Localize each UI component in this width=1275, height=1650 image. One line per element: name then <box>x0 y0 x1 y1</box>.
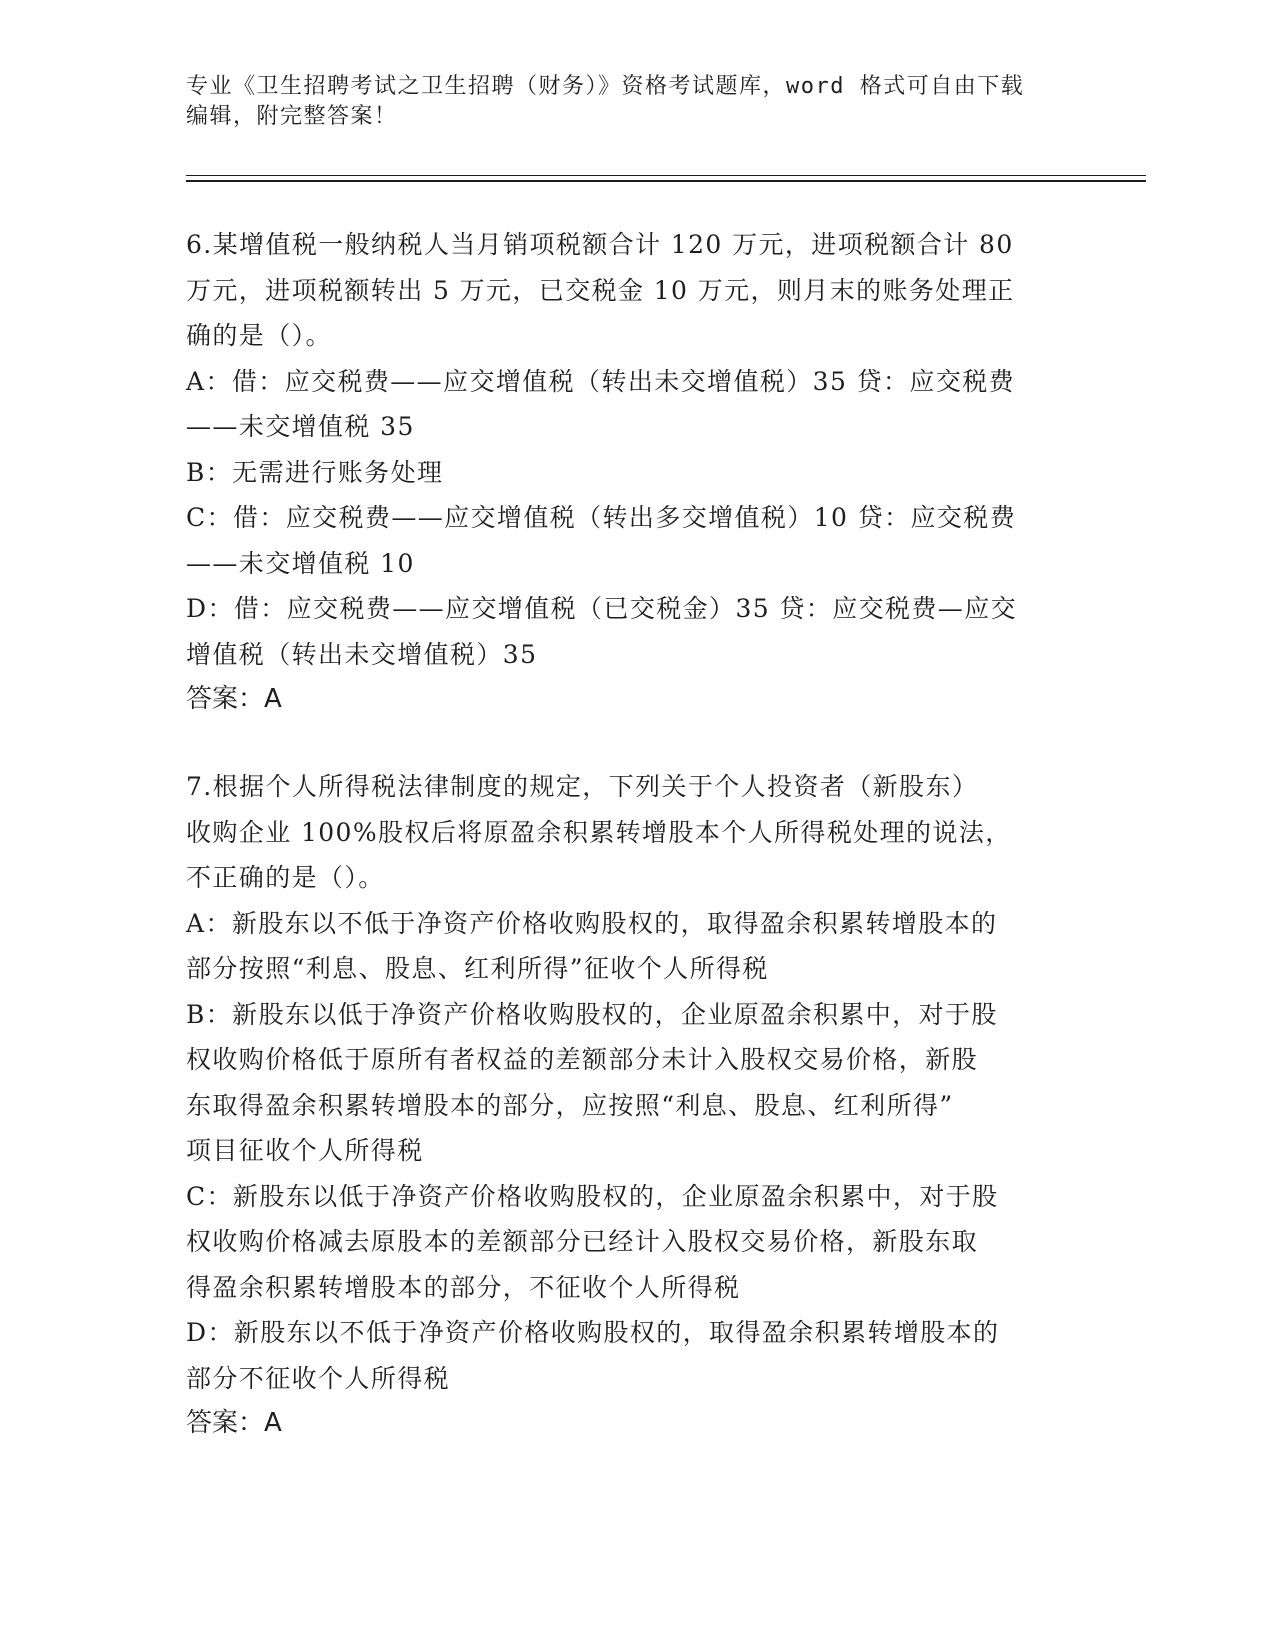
question-6-answer: 答案：A <box>186 684 282 714</box>
option-a-line: 部分按照“利息、股息、红利所得”征收个人所得税 <box>186 954 769 983</box>
question-6-line: 万元，进项税额转出 5 万元，已交税金 10 万元，则月末的账务处理正 <box>186 275 1015 305</box>
question-7 <box>186 764 1076 1447</box>
option-b-line: 项目征收个人所得税 <box>186 1136 424 1165</box>
option-d-line: 增值税（转出未交增值税）35 <box>186 639 538 669</box>
option-b-line: 东取得盈余积累转增股本的部分，应按照“利息、股息、红利所得” <box>186 1090 954 1120</box>
option-c-line: 权收购价格减去原股本的差额部分已经计入股权交易价格，新股东取 <box>186 1227 979 1256</box>
question-6-line: 6.某增值税一般纳税人当月销项税额合计 120 万元，进项税额合计 80 <box>186 230 1014 259</box>
header-line-1: 专业《卫生招聘考试之卫生招聘（财务）》资格考试题库，word 格式可自由下载 <box>186 74 1025 99</box>
option-a-line: ——未交增值税 35 <box>186 412 415 441</box>
header-divider-thick <box>186 180 1146 182</box>
option-d-line: D：新股东以不低于净资产价格收购股权的，取得盈余积累转增股本的 <box>186 1318 1000 1347</box>
option-a-line: A：借：应交税费——应交增值税（转出未交增值税）35 贷：应交税费 <box>186 366 1016 396</box>
option-d-line: D：借：应交税费——应交增值税（已交税金）35 贷：应交税费—应交 <box>186 594 1018 623</box>
option-a-line: A：新股东以不低于净资产价格收购股权的，取得盈余积累转增股本的 <box>186 908 998 938</box>
question-7-line: 7.根据个人所得税法律制度的规定，下列关于个人投资者（新股东） <box>186 772 979 801</box>
option-c-line: ——未交增值税 10 <box>186 548 415 578</box>
option-b-line: 权收购价格低于原所有者权益的差额部分未计入股权交易价格，新股 <box>186 1045 979 1074</box>
option-c-line: C：借：应交税费——应交增值税（转出多交增值税）10 贷：应交税费 <box>186 503 1017 532</box>
question-6 <box>186 222 1076 723</box>
option-d-line: 部分不征收个人所得税 <box>186 1363 451 1393</box>
option-b-line: B：无需进行账务处理 <box>186 457 444 487</box>
question-7-line: 不正确的是（）。 <box>186 863 385 892</box>
question-6-line: 确的是（）。 <box>186 321 332 350</box>
page-header <box>186 72 1066 132</box>
option-b-line: B：新股东以低于净资产价格收购股权的，企业原盈余积累中，对于股 <box>186 999 998 1029</box>
header-divider-thin <box>186 175 1146 176</box>
option-c-line: 得盈余积累转增股本的部分，不征收个人所得税 <box>186 1272 741 1302</box>
question-7-answer: 答案：A <box>186 1408 282 1438</box>
header-line-2: 编辑，附完整答案！ <box>186 104 398 129</box>
option-c-line: C：新股东以低于净资产价格收购股权的，企业原盈余积累中，对于股 <box>186 1181 999 1211</box>
question-7-line: 收购企业 100%股权后将原盈余积累转增股本个人所得税处理的说法， <box>186 817 1012 847</box>
